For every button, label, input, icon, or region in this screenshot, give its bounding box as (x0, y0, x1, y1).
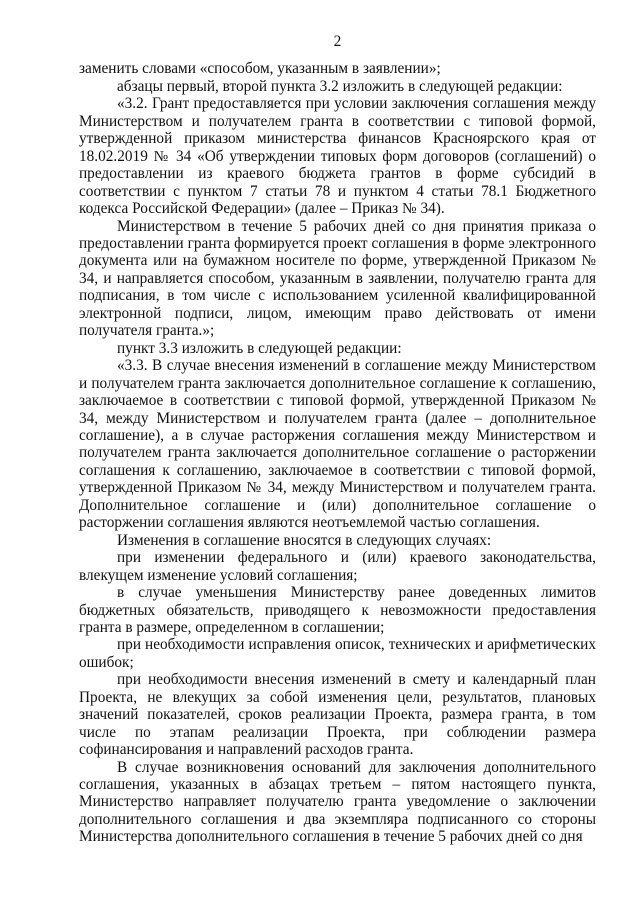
paragraph-3-3-supplementary-agreement: «3.3. В случае внесения изменений в соглашение между Министерством и получателем гранта заключается дополнительное соглашение к соглашению, заключаемое в соответствии с типовой формой, утвержденной Приказом № 34, между Министерством и получателем гранта (далее – дополнительное соглашение), а в случае расторжения соглашения между Министерством и получателем гранта заключается дополнительное соглашение о расторжении соглашения к соглашению, заключаемое в соответствии с типовой формой, утвержденной Приказом № 34, между Министерством и получателем гранта. Дополнительное соглашение и (или) дополнительное соглашение о расторжении соглашения являются неотъемлемой частью соглашения. (79, 357, 596, 532)
paragraph-case-limits-reduction: в случае уменьшения Министерству ранее доведенных лимитов бюджетных обязательств, приводящего к невозможности предоставления гранта в размере, определенном в соглашении; (79, 584, 596, 636)
paragraph-replace-words: заменить словами «способом, указанным в заявлении»; (79, 60, 441, 78)
paragraph-amend-3-3-intro: пункт 3.3 изложить в следующей редакции: (117, 339, 402, 357)
page-number: 2 (333, 33, 342, 50)
paragraph-3-2-grant-condition: «3.2. Грант предоставляется при условии заключения соглашения между Министерством и получателем гранта в соответствии с типовой формой, утвержденной приказом министерства финансов Красноярского края от 18.02.2019 № 34 «Об утверждении типовых форм договоров (соглашений) о предоставлении из краевого бюджета грантов в форме субсидий в соответствии с пунктом 7 статьи 78 и пунктом 4 статьи 78.1 Бюджетного кодекса Российской Федерации» (далее – Приказ № 34). (79, 95, 596, 218)
paragraph-case-error-correction: при необходимости исправления описок, технических и арифметических ошибок; (79, 636, 596, 671)
paragraph-3-2-draft-agreement: Министерством в течение 5 рабочих дней со дня принятия приказа о предоставлении гранта формируется проект соглашения в форме электронного документа или на бумажном носителе по форме, утвержденной Приказом № 34, и направляется способом, указанным в заявлении, получателю гранта для подписания, в том числе с использованием усиленной квалифицированной электронной подписи, лицом, имеющим право действовать от имени получателя гранта.»; (79, 217, 596, 340)
paragraph-notification-procedure: В случае возникновения оснований для заключения дополнительного соглашения, указанных в абзацах третьем – пятом настоящего пункта, Министерство направляет получателю гранта уведомление о заключении дополнительного соглашения и два экземпляра подписанного со стороны Министерства дополнительного соглашения в течение 5 рабочих дней со дня (79, 758, 596, 846)
paragraph-case-legislation-change: при изменении федерального и (или) краевого законодательства, влекущем изменение условий соглашения; (79, 549, 596, 584)
paragraph-case-estimate-change: при необходимости внесения изменений в смету и календарный план Проекта, не влекущих за собой изменения цели, результатов, плановых значений показателей, сроков реализации Проекта, размера гранта, в том числе по этапам реализации Проекта, при соблюдении размера софинансирования и направлений расходов гранта. (79, 671, 596, 759)
paragraph-amend-3-2-intro: абзацы первый, второй пункта 3.2 изложить в следующей редакции: (117, 77, 563, 95)
paragraph-amendment-cases-intro: Изменения в соглашение вносятся в следующих случаях: (117, 531, 492, 549)
